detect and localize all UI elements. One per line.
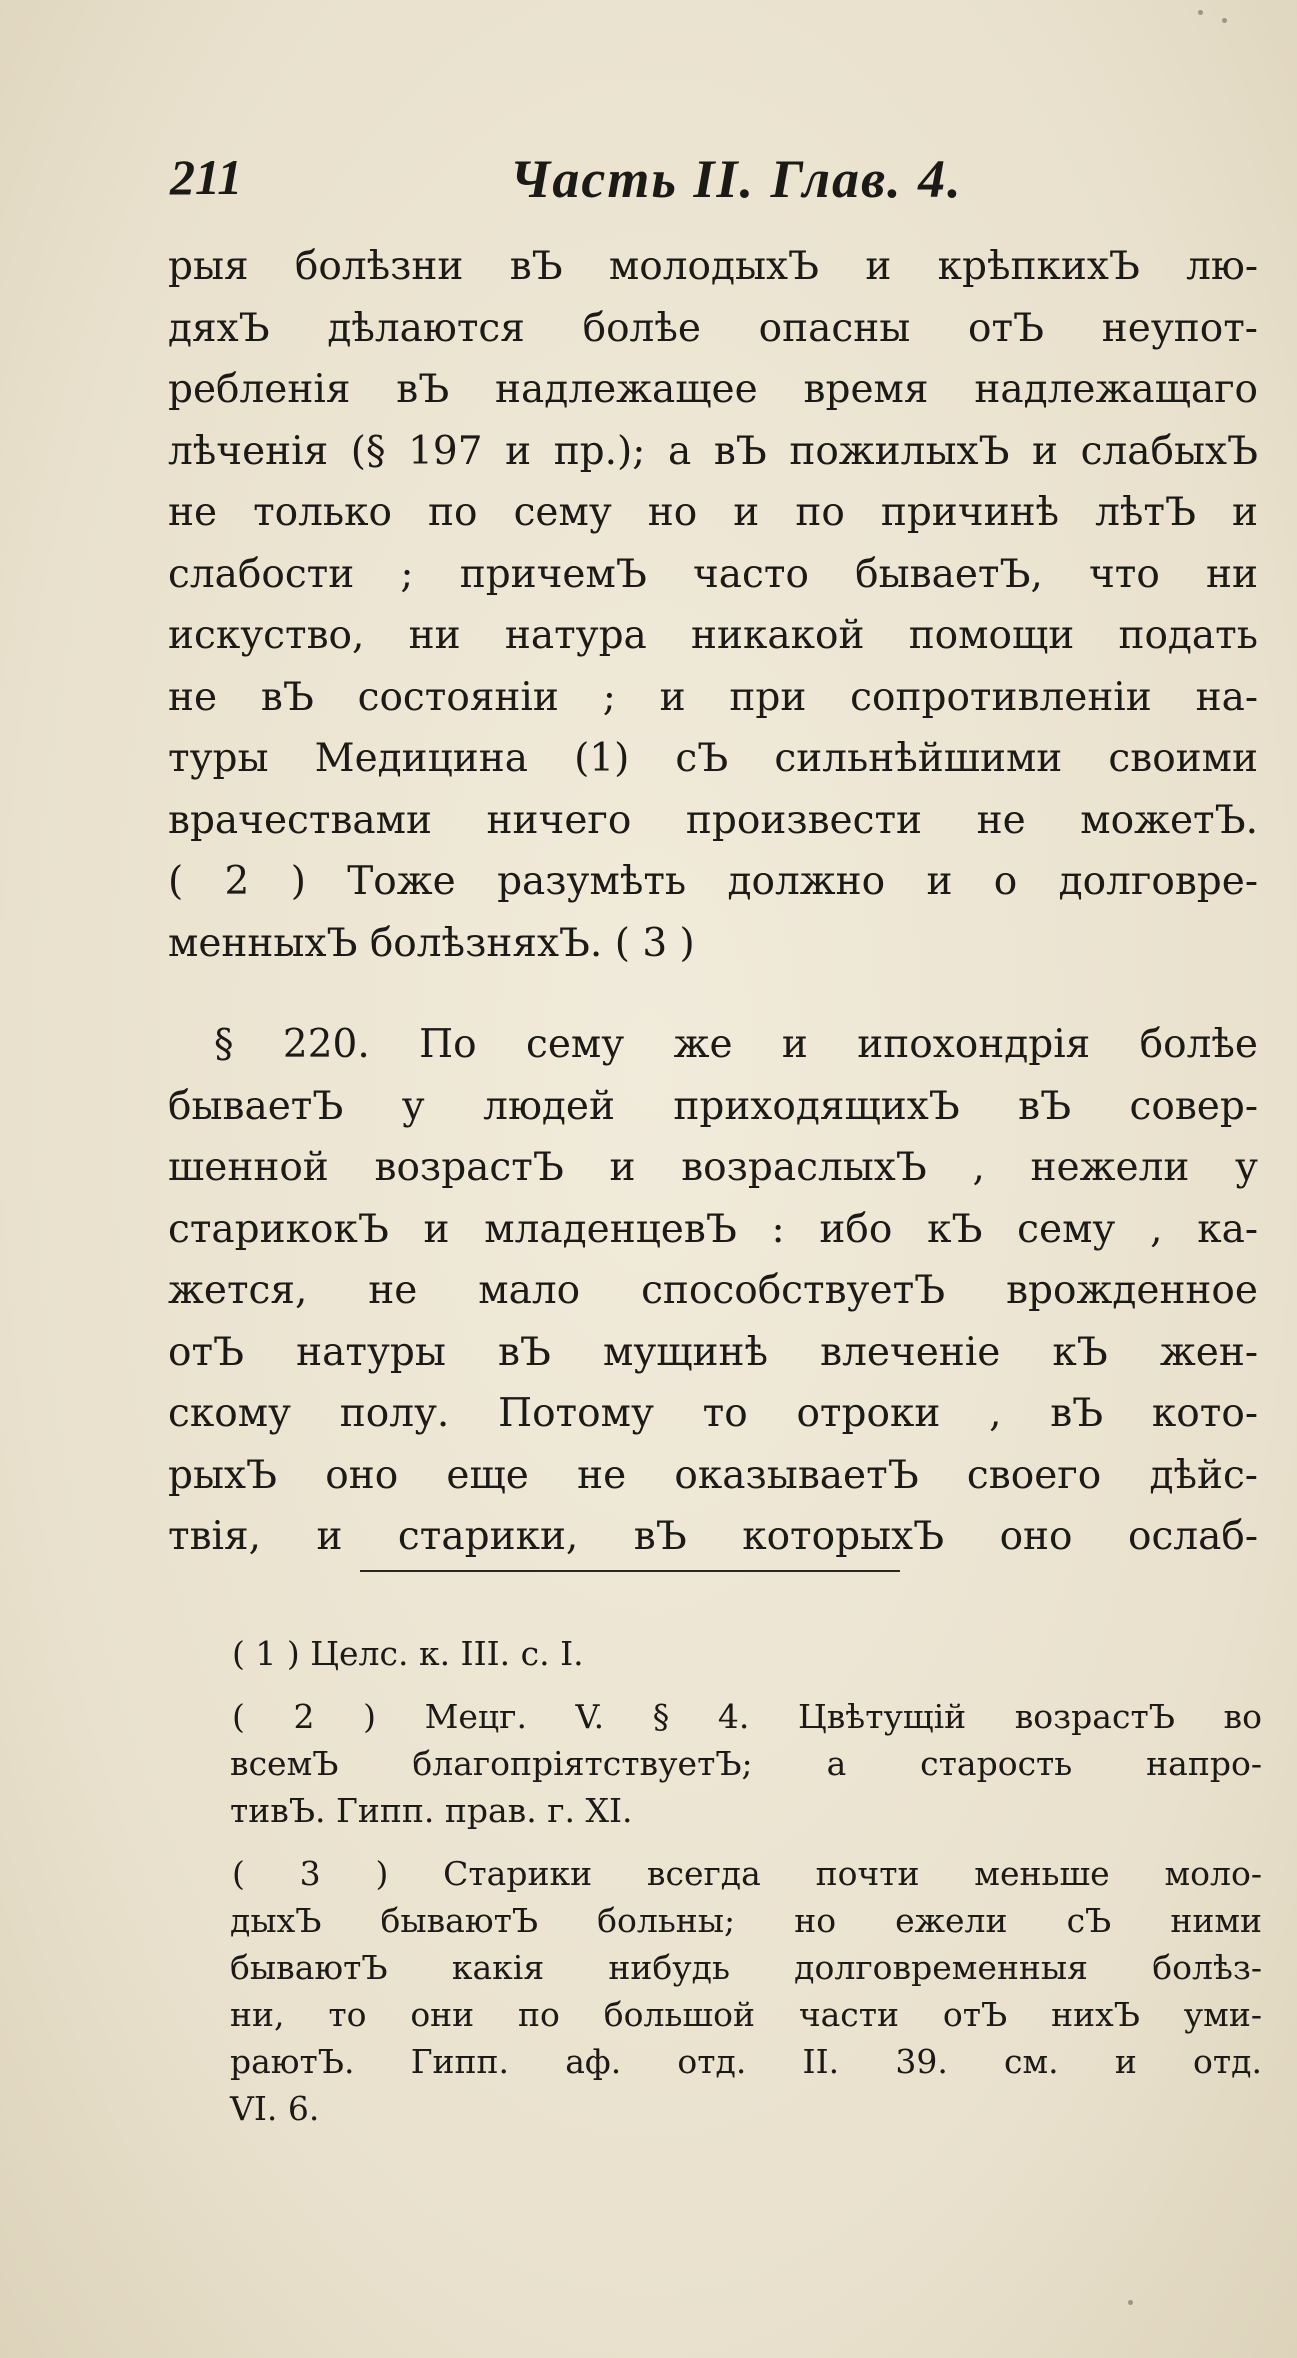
footnote-line: ни, то они по большой части отЪ нихЪ уми- <box>230 1995 1262 2034</box>
paper-speck <box>1128 2300 1133 2305</box>
text-line: дяхЪ дѣлаются болѣе опасны отЪ неупот- <box>168 305 1258 351</box>
footnotes <box>232 1630 1262 2148</box>
text-line: § 220. По сему же и ипохондрія болѣе <box>214 1022 1258 1067</box>
paper-speck <box>1222 18 1227 23</box>
footnote-line: тивЪ. Гипп. прав. г. XI. <box>230 1791 633 1830</box>
text-line: не вЪ состояніи ; и при сопротивленіи на- <box>168 674 1258 720</box>
text-line: искуство, ни натура никакой помощи подать <box>168 613 1258 658</box>
text-line: шенной возрастЪ и возраслыхЪ , нежели у <box>168 1145 1258 1190</box>
footnote-line: ( 3 ) Старики всегда почти меньше моло- <box>232 1854 1262 1893</box>
text-line: врачествами ничего произвести не можетЪ. <box>168 797 1258 843</box>
body-text <box>168 236 1258 1568</box>
paragraph-continuation <box>168 236 1258 974</box>
footnote-line: ( 1 ) Целс. к. III. с. I. <box>232 1634 584 1673</box>
text-line: отЪ натуры вЪ мущинѣ влеченіе кЪ жен- <box>168 1329 1258 1375</box>
paragraph-section-220 <box>168 1014 1258 1568</box>
text-line: скому полу. Потому то отроки , вЪ кото- <box>168 1391 1258 1436</box>
running-head: Часть II. Глав. 4. <box>510 149 963 209</box>
text-line: туры Медицина (1) сЪ сильнѣйшими своими <box>168 736 1258 781</box>
text-line: ребленія вЪ надлежащее время надлежащаго <box>168 367 1258 412</box>
text-line: лѣченія (§ 197 и пр.); а вЪ пожилыхЪ и слабыхЪ <box>168 428 1258 474</box>
text-line: менныхЪ болѣзняхЪ. ( 3 ) <box>168 920 695 966</box>
text-line: рыя болѣзни вЪ молодыхЪ и крѣпкихЪ лю- <box>168 244 1258 289</box>
footnote-divider <box>360 1570 900 1572</box>
page-number: 211 <box>170 149 243 205</box>
footnote-line: всемЪ благопріятствуетЪ; а старость напро- <box>230 1744 1262 1783</box>
text-line: бываетЪ у людей приходящихЪ вЪ совер- <box>168 1083 1258 1129</box>
text-line: не только по сему но и по причинѣ лѣтЪ и <box>168 490 1258 535</box>
footnote-1 <box>232 1630 1262 1677</box>
footnote-3 <box>232 1850 1262 2132</box>
footnote-line: дыхЪ бываютЪ больны; но ежели сЪ ними <box>230 1901 1262 1940</box>
footnote-line: раютЪ. Гипп. аф. отд. II. 39. см. и отд. <box>230 2042 1262 2081</box>
text-line: рыхЪ оно еще не оказываетЪ своего дѣйс- <box>168 1452 1258 1498</box>
footnote-line: VI. 6. <box>230 2089 320 2128</box>
text-line: твія, и старики, вЪ которыхЪ оно ослаб- <box>168 1514 1258 1559</box>
footnote-line: ( 2 ) Мецг. V. § 4. Цвѣтущій возрастЪ во <box>232 1697 1262 1736</box>
footnote-2 <box>232 1693 1262 1834</box>
text-line: старикокЪ и младенцевЪ : ибо кЪ сему , ка- <box>168 1206 1258 1252</box>
text-line: ( 2 ) Тоже разумѣть должно и о долговре- <box>168 859 1258 904</box>
page-header <box>170 148 1010 218</box>
paper-speck <box>1198 10 1203 15</box>
text-line: жется, не мало способствуетЪ врожденное <box>168 1268 1258 1313</box>
footnote-line: бываютЪ какія нибудь долговременныя болѣз- <box>230 1948 1262 1987</box>
text-line: слабости ; причемЪ часто бываетЪ, что ни <box>168 551 1258 597</box>
